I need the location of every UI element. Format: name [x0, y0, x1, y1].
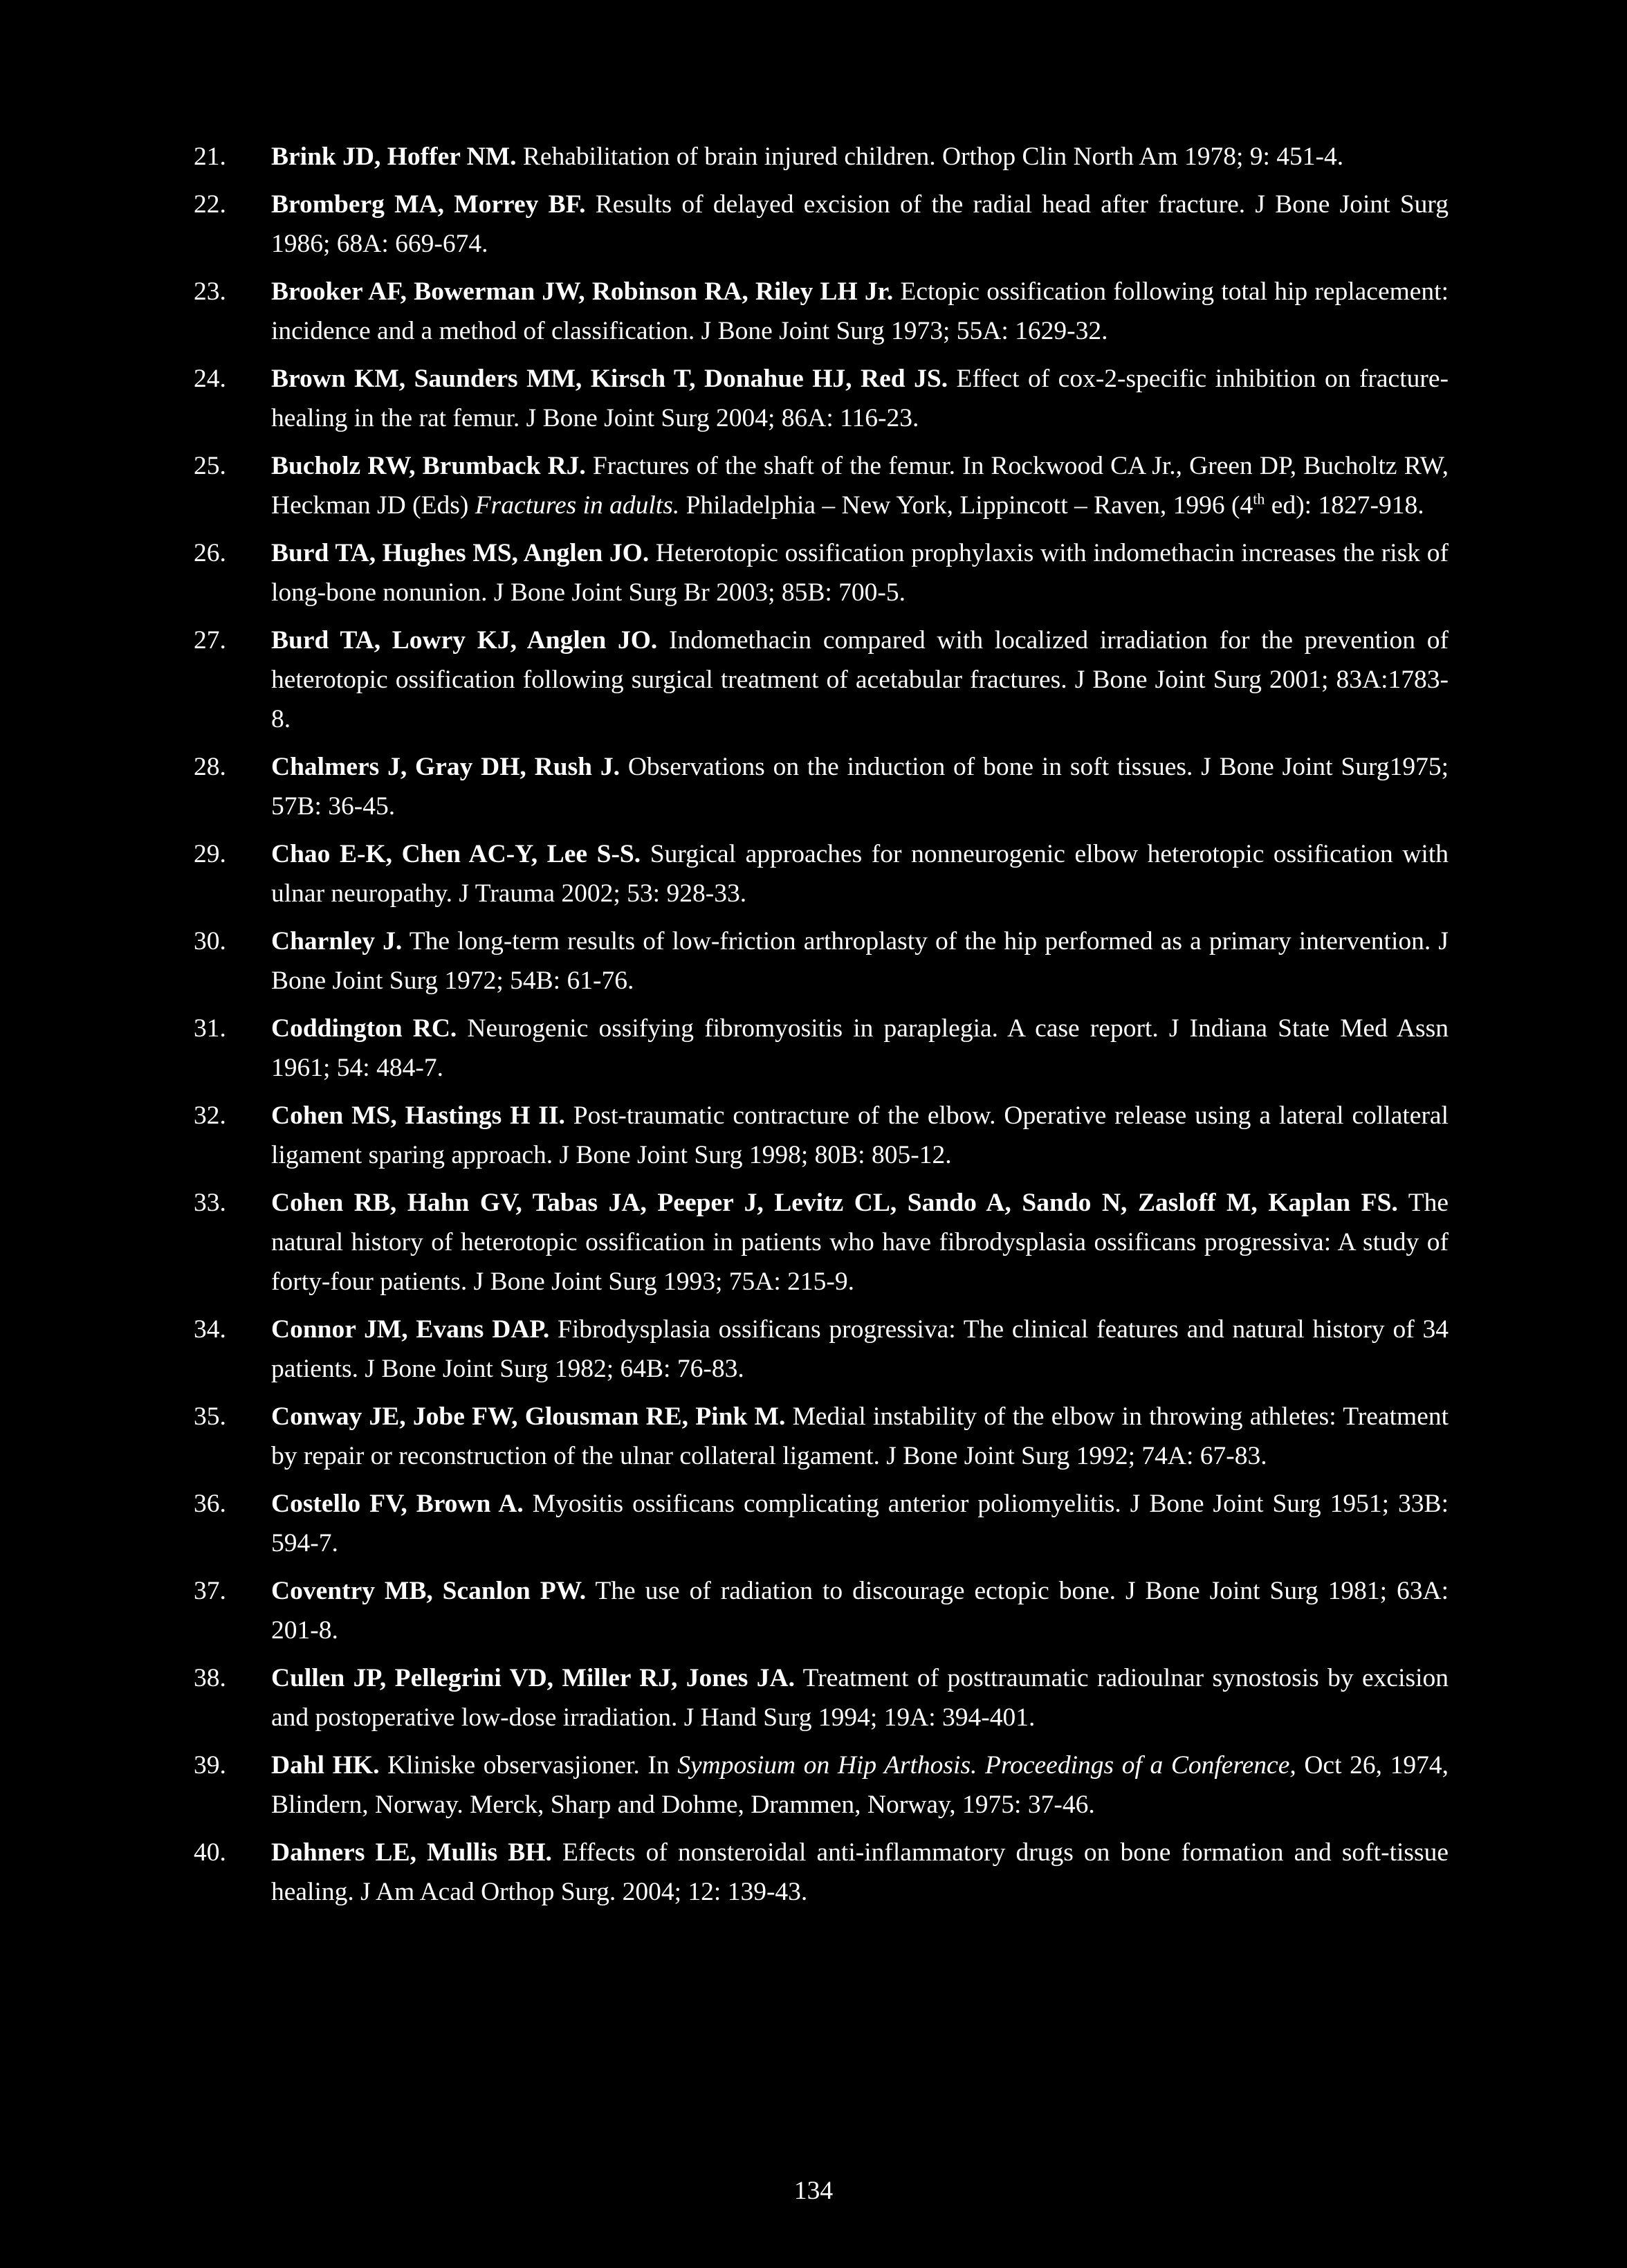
- reference-authors: Burd TA, Hughes MS, Anglen JO.: [271, 539, 650, 567]
- reference-entry: [194, 621, 1449, 739]
- reference-entry: [194, 1484, 1449, 1563]
- reference-number: 27.: [194, 626, 226, 655]
- reference-text: Neurogenic ossifying fibromyositis in paraplegia. A case report. J Indiana State Med Assn 1961; 54: 484-7.: [271, 1014, 1449, 1082]
- reference-number: 25.: [194, 452, 226, 480]
- reference-entry: [194, 1009, 1449, 1088]
- reference-number: 32.: [194, 1101, 226, 1130]
- reference-entry: [194, 533, 1449, 612]
- reference-authors: Bromberg MA, Morrey BF.: [271, 190, 586, 219]
- reference-number: 22.: [194, 190, 226, 219]
- reference-authors: Coventry MB, Scanlon PW.: [271, 1577, 587, 1605]
- reference-number: 28.: [194, 753, 226, 781]
- reference-entry: [194, 359, 1449, 438]
- reference-authors: Brooker AF, Bowerman JW, Robinson RA, Riley LH Jr.: [271, 277, 894, 306]
- reference-text-end: ed): 1827-918.: [1265, 491, 1424, 520]
- reference-authors: Cohen MS, Hastings H II.: [271, 1101, 565, 1130]
- reference-authors: Costello FV, Brown A.: [271, 1490, 524, 1518]
- reference-text: Surgical approaches for nonneurogenic elbow heterotopic ossification with ulnar neuropathy. J Trauma 2002; 53: 928-33.: [271, 840, 1449, 908]
- reference-text: The natural history of heterotopic ossification in patients who have fibrodysplasia ossificans progressiva: A study of forty-four patients. J Bone Joint Surg 1993; 75A: 215-9.: [271, 1189, 1449, 1296]
- reference-text: Rehabilitation of brain injured children. Orthop Clin North Am 1978; 9: 451-4.: [516, 143, 1344, 171]
- reference-number: 31.: [194, 1014, 226, 1043]
- reference-number: 24.: [194, 365, 226, 393]
- reference-text: Results of delayed excision of the radial head after fracture. J Bone Joint Surg 1986; 68A: 669-674.: [271, 190, 1449, 258]
- reference-text: Post-traumatic contracture of the elbow. Operative release using a lateral collateral ligament sparing approach. J Bone Joint Surg 1998; 80B: 805-12.: [271, 1101, 1449, 1169]
- reference-number: 37.: [194, 1577, 226, 1605]
- reference-entry: [194, 1310, 1449, 1389]
- reference-authors: Cohen RB, Hahn GV, Tabas JA, Peeper J, Levitz CL, Sando A, Sando N, Zasloff M, Kaplan FS.: [271, 1189, 1398, 1217]
- reference-authors: Connor JM, Evans DAP.: [271, 1315, 550, 1344]
- reference-text: The long-term results of low-friction arthroplasty of the hip performed as a primary intervention. J Bone Joint Surg 1972; 54B: 61-76.: [271, 927, 1449, 995]
- reference-text: Effect of cox-2-specific inhibition on fracture-healing in the rat femur. J Bone Joint Surg 2004; 86A: 116-23.: [271, 365, 1449, 432]
- reference-entry: [194, 446, 1449, 525]
- reference-entry: [194, 272, 1449, 351]
- reference-text: The use of radiation to discourage ectopic bone. J Bone Joint Surg 1981; 63A: 201-8.: [271, 1577, 1449, 1645]
- reference-number: 39.: [194, 1751, 226, 1780]
- reference-entry: [194, 1096, 1449, 1175]
- reference-text-continued: Philadelphia – New York, Lippincott – Raven, 1996 (4: [679, 491, 1253, 520]
- reference-authors: Chalmers J, Gray DH, Rush J.: [271, 753, 621, 781]
- reference-number: 38.: [194, 1664, 226, 1692]
- reference-number: 33.: [194, 1189, 226, 1217]
- reference-number: 35.: [194, 1402, 226, 1431]
- reference-text: Medial instability of the elbow in throwing athletes: Treatment by repair or reconstruction of the ulnar collateral ligament. J Bone Joint Surg 1992; 74A: 67-83.: [271, 1402, 1449, 1470]
- reference-entry: [194, 1746, 1449, 1825]
- reference-authors: Burd TA, Lowry KJ, Anglen JO.: [271, 626, 658, 655]
- reference-text: Myositis ossificans complicating anterior poliomyelitis. J Bone Joint Surg 1951; 33B: 594-7.: [271, 1490, 1449, 1557]
- reference-entry: [194, 1833, 1449, 1912]
- reference-book-title: Symposium on Hip Arthosis. Proceedings of a Conference,: [677, 1751, 1296, 1780]
- reference-list: [194, 137, 1449, 1920]
- reference-authors: Coddington RC.: [271, 1014, 457, 1043]
- page-number: 134: [793, 2177, 834, 2205]
- reference-text: Treatment of posttraumatic radioulnar synostosis by excision and postoperative low-dose irradiation. J Hand Surg 1994; 19A: 394-401.: [271, 1664, 1449, 1732]
- reference-entry: [194, 1397, 1449, 1476]
- reference-text: Observations on the induction of bone in soft tissues. J Bone Joint Surg1975; 57B: 36-45.: [271, 753, 1449, 821]
- reference-text-continued: Oct 26, 1974, Blindern, Norway. Merck, Sharp and Dohme, Drammen, Norway, 1975: 37-46.: [271, 1751, 1449, 1819]
- reference-book-title: Fractures in adults.: [475, 491, 680, 520]
- reference-authors: Bucholz RW, Brumback RJ.: [271, 452, 586, 480]
- reference-authors: Dahl HK.: [271, 1751, 380, 1780]
- reference-number: 26.: [194, 539, 226, 567]
- reference-number: 23.: [194, 277, 226, 306]
- reference-text: Indomethacin compared with localized irradiation for the prevention of heterotopic ossification following surgical treatment of acetabular fractures. J Bone Joint Surg 2001; 83A:1783-8.: [271, 626, 1449, 733]
- reference-authors: Dahners LE, Mullis BH.: [271, 1838, 552, 1867]
- reference-text: Effects of nonsteroidal anti-inflammatory drugs on bone formation and soft-tissue healing. J Am Acad Orthop Surg. 2004; 12: 139-43.: [271, 1838, 1449, 1906]
- reference-entry: [194, 137, 1449, 176]
- reference-number: 36.: [194, 1490, 226, 1518]
- reference-number: 34.: [194, 1315, 226, 1344]
- reference-text: Heterotopic ossification prophylaxis with indomethacin increases the risk of long-bone nonunion. J Bone Joint Surg Br 2003; 85B: 700-5.: [271, 539, 1449, 607]
- reference-entry: [194, 747, 1449, 826]
- reference-text: Kliniske observasjioner. In: [379, 1751, 678, 1780]
- reference-text: Fractures of the shaft of the femur. In Rockwood CA Jr., Green DP, Bucholtz RW, Heckman JD (Eds): [271, 452, 1449, 520]
- reference-entry: [194, 1658, 1449, 1737]
- reference-entry: [194, 922, 1449, 1000]
- reference-number: 30.: [194, 927, 226, 955]
- reference-number: 40.: [194, 1838, 226, 1867]
- reference-number: 21.: [194, 143, 226, 171]
- reference-authors: Conway JE, Jobe FW, Glousman RE, Pink M.: [271, 1402, 786, 1431]
- reference-entry: [194, 185, 1449, 264]
- reference-number: 29.: [194, 840, 226, 868]
- reference-superscript: th: [1253, 490, 1265, 508]
- reference-entry: [194, 1571, 1449, 1650]
- reference-entry: [194, 834, 1449, 913]
- reference-authors: Charnley J.: [271, 927, 403, 955]
- reference-authors: Brink JD, Hoffer NM.: [271, 143, 517, 171]
- reference-text: Ectopic ossification following total hip replacement: incidence and a method of classification. J Bone Joint Surg 1973; 55A: 1629-32.: [271, 277, 1449, 345]
- reference-entry: [194, 1183, 1449, 1301]
- reference-authors: Chao E-K, Chen AC-Y, Lee S-S.: [271, 840, 641, 868]
- reference-text: Fibrodysplasia ossificans progressiva: The clinical features and natural history of 34 patients. J Bone Joint Surg 1982; 64B: 76-83.: [271, 1315, 1449, 1383]
- reference-authors: Cullen JP, Pellegrini VD, Miller RJ, Jones JA.: [271, 1664, 795, 1692]
- reference-authors: Brown KM, Saunders MM, Kirsch T, Donahue HJ, Red JS.: [271, 365, 948, 393]
